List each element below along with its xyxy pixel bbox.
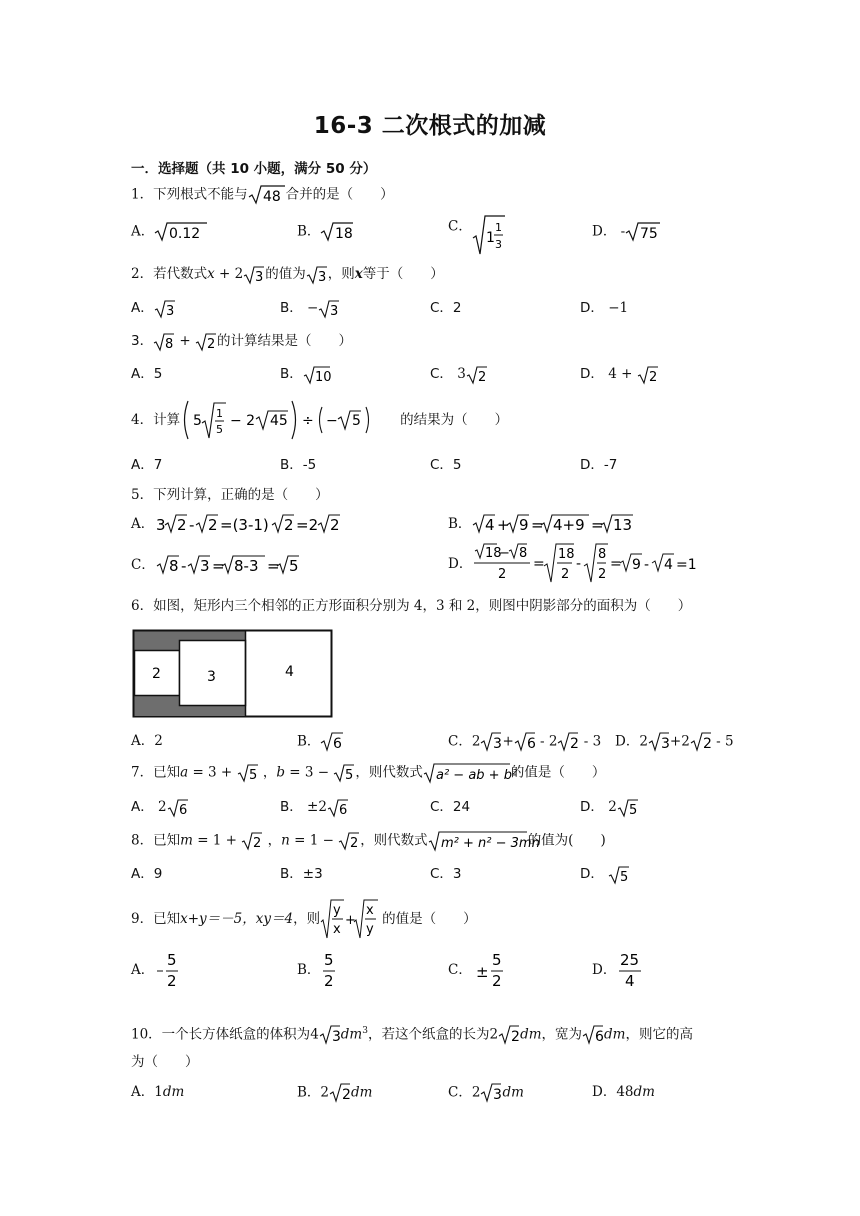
svg-text:−: −: [499, 546, 511, 561]
q4-option-c[interactable]: C．5: [430, 457, 462, 473]
svg-text:3: 3: [493, 1087, 503, 1103]
svg-text:2: 2: [208, 516, 218, 534]
svg-text:13: 13: [613, 516, 633, 534]
sqrt-75: [625, 221, 661, 243]
svg-text:2: 2: [342, 1087, 351, 1103]
svg-text:2: 2: [648, 369, 657, 385]
svg-text:5: 5: [324, 951, 334, 969]
q8-option-c[interactable]: C．3: [430, 866, 462, 882]
svg-text:x: x: [333, 922, 341, 937]
svg-text:=: =: [211, 557, 225, 575]
q5-option-a[interactable]: A． 3 2 - 2 =(3-1) 2 =2 2: [131, 516, 340, 534]
q4-expression: [180, 399, 400, 441]
svg-text:10: 10: [314, 369, 332, 385]
svg-text:y: y: [366, 922, 374, 937]
svg-text:y: y: [333, 903, 341, 918]
question-8: 8．已知m = 1 + 2 ，n = 1 − 2 ，则代数式 m² + n² − 3mn 的值为( ): [131, 832, 606, 851]
svg-text:=2: =2: [296, 516, 319, 534]
square-label-2: 2: [152, 666, 161, 682]
q2-option-c[interactable]: C．2: [430, 300, 462, 316]
q1-stem: 1．下列根式不能与: [131, 186, 248, 203]
svg-text:6: 6: [526, 736, 536, 752]
q6-option-c[interactable]: C．2 3 + 6 - 2 2 - 3: [448, 733, 602, 752]
svg-text:5: 5: [345, 768, 354, 783]
svg-text:4: 4: [664, 557, 674, 573]
svg-text:18: 18: [335, 226, 354, 242]
svg-text:5: 5: [620, 869, 629, 885]
svg-text:9: 9: [632, 557, 642, 573]
q2-option-b[interactable]: B． − 3: [280, 300, 339, 319]
svg-text:8: 8: [598, 547, 607, 562]
svg-text:x: x: [366, 903, 374, 918]
question-2: 2．若代数式x + 2 3 的值为 3 ，则x等于（ ）: [131, 266, 444, 285]
svg-text:=: =: [533, 556, 546, 572]
shaded-region: [180, 706, 246, 716]
square-label-3: 3: [207, 669, 216, 685]
svg-text:3: 3: [317, 269, 326, 285]
q10-option-b[interactable]: B．2 2 dm: [297, 1084, 373, 1103]
svg-text:18: 18: [558, 547, 575, 562]
svg-text:=: =: [591, 516, 604, 534]
square-label-4: 4: [285, 664, 294, 680]
svg-text:3: 3: [660, 736, 670, 752]
q7-option-d[interactable]: D． 2 5: [580, 799, 638, 818]
question-1: 1．下列根式不能与 48 合并的是（ ）: [131, 184, 394, 206]
sqrt-18: [320, 221, 354, 243]
svg-text:=1: =1: [676, 557, 697, 573]
q4-option-a[interactable]: A．7: [131, 457, 163, 473]
svg-text:=: =: [531, 516, 544, 534]
q7-option-c[interactable]: C．24: [430, 799, 471, 815]
svg-text:4+9: 4+9: [553, 516, 586, 534]
svg-text:6: 6: [338, 802, 348, 818]
q4-option-b[interactable]: B．-5: [280, 457, 317, 473]
svg-text:2: 2: [598, 567, 607, 582]
svg-text:5: 5: [167, 951, 177, 969]
q3-option-b[interactable]: B． 10: [280, 366, 332, 385]
q1-option-d[interactable]: D． - 75: [592, 221, 661, 243]
svg-text:5: 5: [352, 413, 362, 429]
q1-option-b[interactable]: B． 18: [297, 221, 354, 243]
question-4: 4．计算 5 1 5 − 2 45 ÷ − 5 的结果为（ ）: [131, 399, 508, 441]
q9-option-d[interactable]: D． 25 4: [592, 951, 640, 990]
q3-option-a[interactable]: A．5: [131, 366, 163, 382]
svg-text:75: 75: [640, 226, 659, 242]
svg-text:5: 5: [628, 802, 638, 818]
q6-figure: [132, 629, 334, 720]
question-3: 3． 8 + 2 的计算结果是（ ）: [131, 333, 352, 352]
svg-text:3: 3: [255, 269, 264, 285]
sqrt-0-12: [154, 221, 208, 243]
q8-option-b[interactable]: B．±3: [280, 866, 323, 882]
svg-text:÷: ÷: [302, 413, 314, 429]
svg-text:2: 2: [330, 516, 340, 534]
svg-text:3: 3: [493, 736, 503, 752]
svg-text:2: 2: [570, 736, 580, 752]
q1-option-c[interactable]: C． 1 1 3: [448, 214, 506, 256]
sqrt-3: [306, 265, 328, 285]
svg-text:4: 4: [485, 516, 495, 534]
question-10-cont: 为（ ）: [131, 1054, 199, 1070]
svg-text:6: 6: [595, 1029, 604, 1045]
svg-text:45: 45: [270, 413, 288, 429]
svg-text:3: 3: [494, 238, 502, 251]
q2-option-d[interactable]: D． −1: [580, 300, 629, 316]
svg-text:18: 18: [485, 546, 502, 561]
q3-option-d[interactable]: D． 4 + 2: [580, 366, 657, 385]
svg-text:2: 2: [350, 836, 359, 851]
svg-text:6: 6: [178, 802, 187, 818]
svg-text:2: 2: [177, 516, 187, 534]
svg-text:2: 2: [702, 736, 712, 752]
svg-text:1: 1: [494, 221, 502, 234]
page-title: 16-3 二次根式的加减: [313, 113, 547, 139]
svg-text:=(3-1): =(3-1): [220, 516, 270, 534]
shaded-region: [135, 632, 180, 651]
sqrt-48: [248, 184, 286, 206]
svg-text:2: 2: [498, 567, 507, 582]
svg-text:25: 25: [620, 951, 640, 969]
svg-text:2: 2: [511, 1029, 520, 1045]
q5-option-d[interactable]: D． 18 − 8 2 = 18 2 - 8 2 = 9 - 4 =1: [448, 546, 697, 582]
svg-text:2: 2: [491, 972, 502, 990]
svg-text:=: =: [266, 557, 280, 575]
svg-text:3: 3: [330, 303, 339, 319]
svg-text:1: 1: [216, 407, 224, 420]
q2-option-a[interactable]: A． 3: [131, 300, 175, 319]
shaded-region: [135, 696, 180, 716]
q10-option-c[interactable]: C．2 3 dm: [448, 1084, 524, 1103]
svg-text:− 2: − 2: [230, 413, 256, 429]
svg-text:3: 3: [331, 1029, 341, 1045]
q8-option-d[interactable]: D． 5: [580, 866, 629, 885]
svg-text:1: 1: [485, 230, 495, 246]
svg-text:±: ±: [475, 963, 489, 981]
svg-text:+: +: [497, 516, 510, 534]
svg-text:2: 2: [284, 516, 294, 534]
q1-option-a[interactable]: A． 0.12: [131, 221, 208, 243]
svg-text:-: -: [644, 557, 650, 573]
svg-text:2: 2: [167, 972, 177, 990]
svg-text:−: −: [326, 413, 338, 429]
svg-text:a² − ab + b²: a² − ab + b²: [435, 768, 518, 783]
q9-option-b[interactable]: B． 5 2: [297, 951, 334, 990]
svg-text:8: 8: [519, 546, 528, 561]
question-9: 9．已知x+y＝－5，xy＝4，则 y x + x y 的值是（ ）: [131, 898, 477, 940]
q7-option-b[interactable]: B． ±2 6: [280, 799, 348, 818]
svg-text:3: 3: [156, 516, 166, 534]
svg-text:+: +: [345, 913, 356, 928]
q8-option-a[interactable]: A．9: [131, 866, 163, 882]
svg-text:5: 5: [216, 423, 224, 436]
section-heading: 一．选择题（共 10 小题，满分 50 分）: [131, 161, 377, 177]
svg-text:6: 6: [333, 736, 343, 752]
svg-text:-: -: [180, 557, 187, 575]
q10-option-a[interactable]: A．1dm: [131, 1084, 185, 1100]
svg-text:4: 4: [625, 972, 635, 990]
svg-text:2: 2: [253, 836, 262, 851]
svg-text:5: 5: [288, 557, 299, 575]
question-6: 6．如图，矩形内三个相邻的正方形面积分别为 4，3 和 2，则图中阴影部分的面积为（ ）: [131, 598, 692, 614]
svg-text:2: 2: [207, 336, 216, 352]
q6-option-d[interactable]: D．2 3 +2 2 - 5: [615, 733, 734, 752]
svg-text:3: 3: [165, 303, 175, 319]
q3-option-c[interactable]: C． 3 2: [430, 366, 487, 385]
svg-text:8: 8: [168, 557, 179, 575]
svg-text:5: 5: [193, 413, 203, 429]
svg-text:2: 2: [477, 369, 487, 385]
svg-text:-: -: [189, 516, 195, 534]
q9-option-a[interactable]: A． 5 2: [131, 951, 177, 990]
svg-text:9: 9: [519, 516, 529, 534]
svg-text:-: -: [576, 556, 582, 572]
q4-option-d[interactable]: D．-7: [580, 457, 618, 473]
svg-text:3: 3: [199, 557, 210, 575]
svg-text:48: 48: [262, 189, 281, 205]
q5-option-c[interactable]: C． 8 - 3 = 8-3 = 5: [131, 557, 299, 575]
q6-option-a[interactable]: A．2: [131, 733, 163, 749]
question-5: 5．下列计算，正确的是（ ）: [131, 487, 329, 503]
q10-option-d[interactable]: D．48dm: [592, 1084, 655, 1100]
svg-text:5: 5: [491, 951, 502, 969]
svg-text:m² + n² − 3mn: m² + n² − 3mn: [440, 836, 540, 851]
svg-text:0.12: 0.12: [169, 226, 201, 242]
sqrt-1-1-3: [472, 214, 506, 256]
q9-option-c[interactable]: C． ± 5 2: [448, 951, 502, 990]
question-7: 7．已知a = 3 + 5 ，b = 3 − 5 ，则代数式 a² − ab + b² 的值是（ ）: [131, 764, 606, 783]
q5-option-b[interactable]: B． 4 + 9 = 4+9 = 13: [448, 516, 633, 534]
sqrt-3: [243, 265, 265, 285]
question-10: 10．一个长方体纸盒的体积为4 3 $dm^3$，若这个纸盒的长为2 2 dm，宽为 6 dm，则它的高: [131, 1026, 693, 1045]
svg-text:8: 8: [165, 336, 174, 352]
svg-text:5: 5: [248, 768, 257, 783]
svg-text:=: =: [610, 556, 623, 572]
svg-text:2: 2: [561, 567, 570, 582]
q7-option-a[interactable]: A． 2 6: [131, 799, 187, 818]
svg-text:2: 2: [324, 972, 334, 990]
q6-option-b[interactable]: B． 6: [297, 733, 343, 752]
shaded-region: [180, 632, 246, 641]
svg-text:8-3: 8-3: [233, 557, 259, 575]
